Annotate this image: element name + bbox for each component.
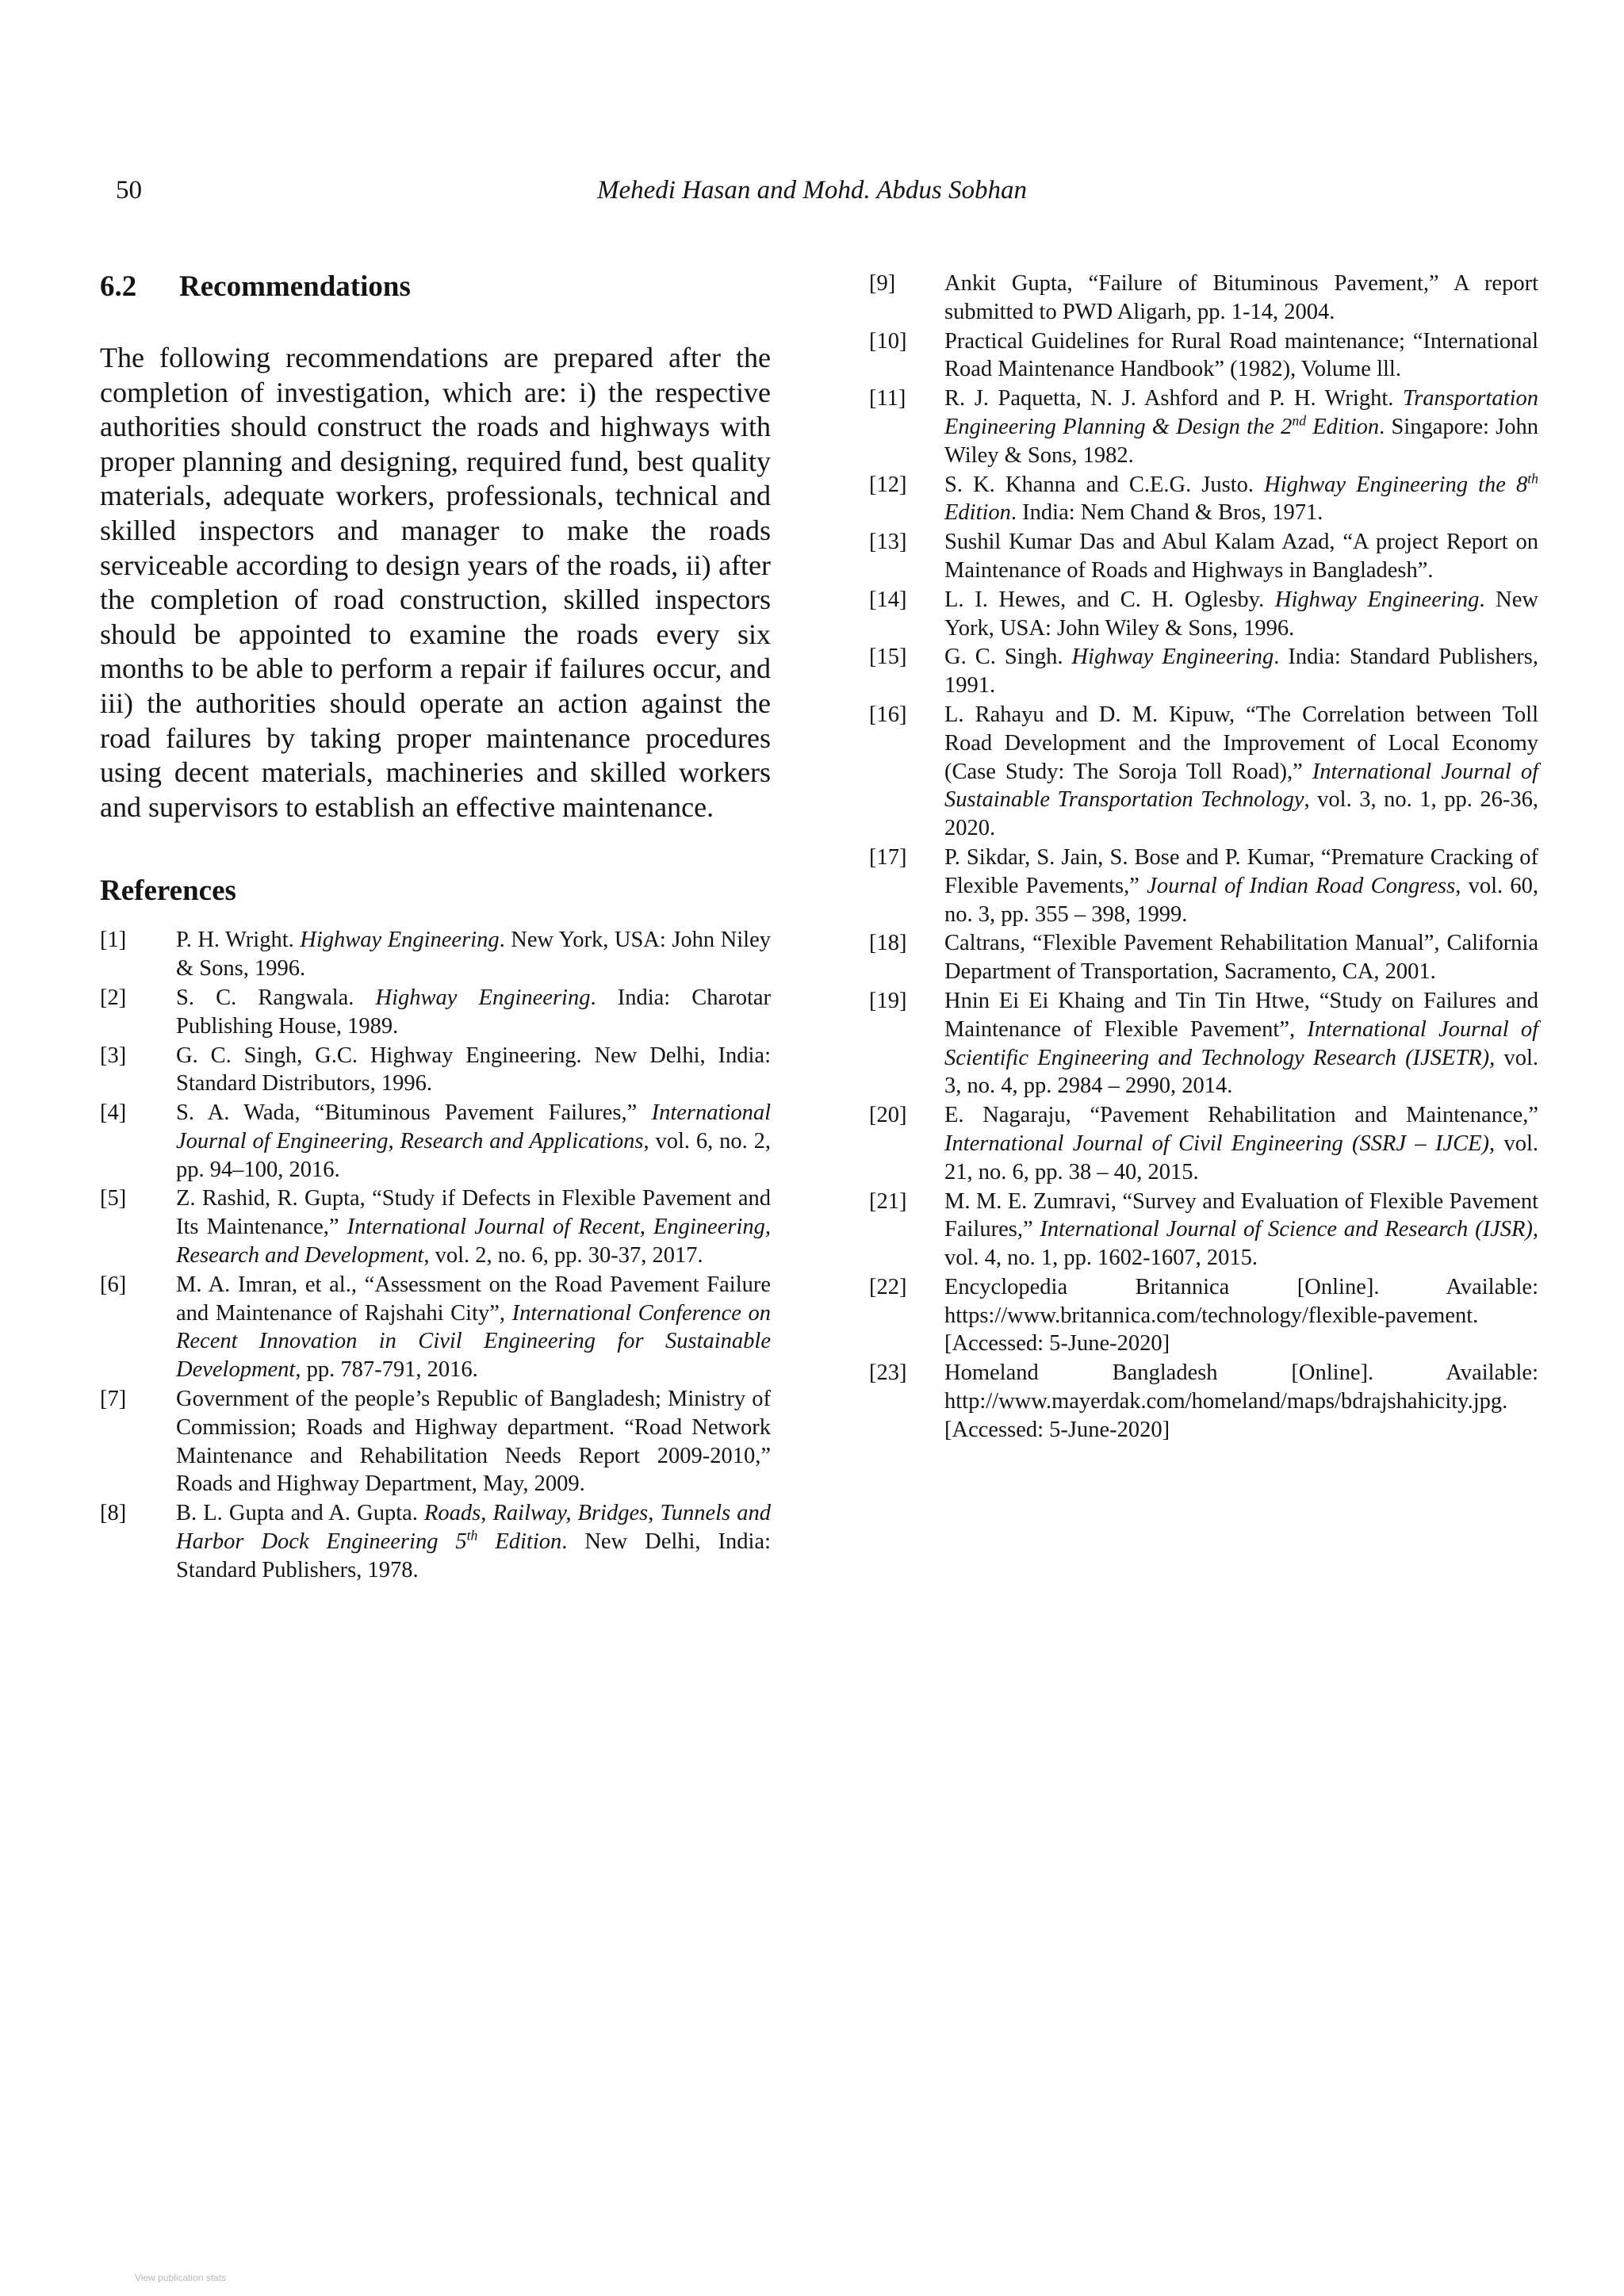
reference-text — [176, 1499, 771, 1584]
reference-text — [944, 844, 1538, 928]
reference-item — [100, 926, 771, 983]
reference-item — [869, 701, 1538, 843]
reference-number: [21] — [869, 1188, 907, 1214]
recommendations-paragraph: The following recommendations are prepared after the completion of investigation, which are: i) the respective authorities should construct the roads and highways with proper planning and designing, required fund, best quality materials, adequate workers, professionals, technical and skilled inspectors and manager to make the roads serviceable according to design years of the roads, ii) after the completion of road construction, skilled inspectors should be appointed to examine the roads every six months to be able to perform a repair if failures occur, and iii) the authorities should operate an action against the road failures by taking proper maintenance procedures using decent materials, machineries and skilled workers and supervisors to establish an effective maintenance. — [100, 342, 771, 823]
reference-item — [869, 929, 1538, 986]
reference-text-part: Ankit Gupta, “Failure of Bituminous Pavement,” A report submitted to PWD Aligarh, pp. 1-14, 2004. — [944, 271, 1538, 324]
reference-number: [22] — [869, 1274, 907, 1299]
reference-text — [176, 1184, 771, 1269]
reference-text-part: International Journal of Scientific Engineering and Technology Research (IJSETR), — [944, 1016, 1539, 1070]
reference-number: [12] — [869, 472, 907, 497]
reference-text-part: L. I. Hewes, and C. H. Oglesby. — [944, 587, 1275, 612]
reference-item — [100, 1271, 771, 1384]
reference-item — [869, 528, 1538, 585]
reference-text — [944, 270, 1538, 327]
reference-number: [8] — [100, 1501, 127, 1526]
reference-text — [176, 1385, 771, 1498]
reference-text — [944, 528, 1538, 585]
reference-item — [100, 1184, 771, 1269]
reference-text-part: International Journal of Sustainable Transportation Technology — [944, 759, 1538, 813]
reference-text-part: L. Rahayu and D. M. Kipuw, “The Correlation between Toll Road Development and the Improvement of Local Economy (Case Study: The Soroja Toll Road),” — [944, 702, 1538, 784]
reference-text — [944, 987, 1538, 1100]
reference-text-part: International Journal of Science and Research (IJSR) — [1040, 1217, 1533, 1242]
reference-text-part: . India: Nem Chand & Bros, 1971. — [1010, 500, 1323, 526]
reference-text-part: Transportation Engineering Planning & Design the 2 — [944, 386, 1538, 439]
reference-text-part: International Journal of Recent, Engineering, Research and Development — [176, 1215, 771, 1269]
reference-number: [17] — [869, 844, 907, 870]
reference-text-part: Sushil Kumar Das and Abul Kalam Azad, “A project Report on Maintenance of Roads and Highways in Bangladesh”. — [944, 530, 1538, 583]
reference-text — [944, 1188, 1538, 1272]
reference-number: [14] — [869, 587, 907, 612]
right-column — [869, 270, 1538, 1445]
reference-item — [869, 844, 1538, 928]
reference-text-part: , vol. 3, no. 1, pp. 26-36, 2020. — [944, 787, 1538, 841]
reference-text-part: B. L. Gupta and A. Gupta. — [176, 1501, 425, 1526]
reference-number: [5] — [100, 1186, 127, 1211]
reference-text-part: Hnin Ei Ei Khaing and Tin Tin Htwe, “Study on Failures and Maintenance of Flexible Pavement”, — [944, 988, 1538, 1042]
reference-item — [869, 987, 1538, 1100]
reference-number: [6] — [100, 1272, 127, 1297]
reference-text — [176, 984, 771, 1041]
left-column — [100, 270, 771, 1586]
reference-text — [944, 1273, 1538, 1358]
reference-text — [944, 701, 1538, 843]
reference-item — [869, 1188, 1538, 1272]
reference-number: [20] — [869, 1103, 907, 1128]
reference-text-part: Z. Rashid, R. Gupta, “Study if Defects in Flexible Pavement and Its Maintenance,” — [176, 1186, 771, 1240]
reference-number: [3] — [100, 1043, 127, 1068]
reference-text-part: Edition — [477, 1529, 562, 1555]
reference-text-part: S. A. Wada, “Bituminous Pavement Failures,” — [176, 1100, 652, 1126]
reference-number: [9] — [869, 271, 896, 296]
reference-item — [100, 1499, 771, 1584]
reference-item — [869, 270, 1538, 327]
reference-text-part: , vol. 6, no. 2, pp. 94–100, 2016. — [176, 1128, 771, 1182]
reference-text-part: Highway Engineering — [375, 985, 591, 1010]
reference-text-part: vol. 3, no. 4, pp. 2984 – 2990, 2014. — [944, 1045, 1538, 1099]
reference-number: [11] — [869, 386, 906, 411]
reference-item — [869, 471, 1538, 528]
reference-number: [23] — [869, 1360, 907, 1386]
reference-item — [100, 1042, 771, 1099]
reference-text-part: th — [1527, 470, 1538, 487]
reference-number: [10] — [869, 328, 907, 354]
reference-text-part: M. M. E. Zumravi, “Survey and Evaluation of Flexible Pavement Failures,” — [944, 1188, 1538, 1242]
reference-text-part: . India: Standard Publishers, 1991. — [944, 645, 1539, 698]
reference-number: [18] — [869, 931, 907, 956]
reference-text-part: , pp. 787-791, 2016. — [295, 1357, 478, 1383]
section-heading — [100, 270, 771, 304]
reference-text — [944, 586, 1538, 643]
reference-text — [944, 643, 1538, 700]
reference-text-part: . New York, USA: John Wiley & Sons, 1996. — [944, 587, 1538, 641]
reference-number: [15] — [869, 645, 907, 670]
page-number: 50 — [116, 176, 142, 205]
reference-text-part: Highway Engineering — [300, 928, 500, 953]
reference-text-part: Highway Engineering the 8 — [1264, 472, 1528, 497]
reference-number: [19] — [869, 988, 907, 1013]
reference-number: [2] — [100, 985, 127, 1010]
reference-text-part: Roads, Railway, Bridges, Tunnels and Harbor Dock Engineering 5 — [176, 1501, 771, 1555]
reference-text-part: nd — [1292, 412, 1307, 429]
reference-item — [869, 1359, 1538, 1444]
reference-text-part: International Journal of Civil Engineering (SSRJ – IJCE), — [944, 1131, 1496, 1156]
reference-text-part: G. C. Singh. — [944, 645, 1072, 670]
reference-item — [869, 1273, 1538, 1358]
reference-text-part: Government of the people’s Republic of Bangladesh; Ministry of Commission; Roads and Highway department. “Road Network Maintenance and Rehabilitation Needs Report 2009-2010,” Roads and Highway Department, May, 2009. — [176, 1387, 771, 1497]
reference-text-part: Homeland Bangladesh [Online]. Available: http://www.mayerdak.com/homeland/maps/bdrajshahicity.jpg. [Accessed: 5-June-2020] — [944, 1360, 1538, 1442]
reference-text-part: . New Delhi, India: Standard Publishers, 1978. — [176, 1529, 771, 1582]
reference-text-part: S. K. Khanna and C.E.G. Justo. — [944, 472, 1265, 497]
reference-text-part: Highway Engineering — [1071, 645, 1274, 670]
reference-text-part: Caltrans, “Flexible Pavement Rehabilitation Manual”, California Department of Transportation, Sacramento, CA, 2001. — [944, 931, 1538, 985]
reference-item — [869, 643, 1538, 700]
reference-text-part: Highway Engineering — [1274, 587, 1480, 612]
reference-text-part: S. C. Rangwala. — [176, 985, 376, 1010]
section-number: 6.2 — [100, 270, 137, 303]
reference-text — [176, 1042, 771, 1099]
reference-text — [176, 1099, 771, 1184]
reference-text-part: G. C. Singh, G.C. Highway Engineering. New Delhi, India: Standard Distributors, 1996. — [176, 1043, 771, 1096]
reference-number: [16] — [869, 702, 907, 727]
reference-number: [4] — [100, 1100, 127, 1126]
reference-item — [869, 385, 1538, 469]
reference-text-part: International Conference on Recent Innovation in Civil Engineering for Sustainable Development — [176, 1300, 771, 1383]
reference-item — [100, 984, 771, 1041]
page-header — [0, 176, 1624, 216]
reference-text-part: Encyclopedia Britannica [Online]. Available: https://www.britannica.com/technology/flexible-pavement. [Accessed: 5-June-2020] — [944, 1274, 1538, 1357]
reference-text — [944, 929, 1538, 986]
reference-text-part: R. J. Paquetta, N. J. Ashford and P. H. Wright. — [944, 386, 1403, 411]
reference-text-part: , vol. 60, no. 3, pp. 355 – 398, 1999. — [944, 873, 1539, 927]
reference-text-part: P. H. Wright. — [176, 928, 301, 953]
reference-item — [100, 1099, 771, 1184]
reference-text-part: Edition — [1306, 414, 1380, 439]
reference-text-part: M. A. Imran, et al., “Assessment on the Road Pavement Failure and Maintenance of Rajshahi City”, — [176, 1272, 771, 1326]
reference-text-part: Practical Guidelines for Rural Road maintenance; “International Road Maintenance Handbook” (1982), Volume lll. — [944, 328, 1538, 382]
reference-text — [944, 1359, 1538, 1444]
reference-text-part: P. Sikdar, S. Jain, S. Bose and P. Kumar, “Premature Cracking of Flexible Pavements,” — [944, 844, 1538, 898]
references-heading: References — [100, 874, 236, 908]
reference-text-part: . New York, USA: John Niley & Sons, 1996. — [176, 928, 771, 982]
reference-text-part: vol. 21, no. 6, pp. 38 – 40, 2015. — [944, 1131, 1538, 1184]
reference-text-part: th — [466, 1527, 478, 1544]
reference-number: [7] — [100, 1387, 127, 1412]
reference-text-part: , vol. 4, no. 1, pp. 1602-1607, 2015. — [944, 1217, 1539, 1271]
running-head: Mehedi Hasan and Mohd. Abdus Sobhan — [596, 176, 1028, 205]
reference-text — [944, 385, 1538, 469]
section-title: Recommendations — [179, 270, 411, 303]
reference-number: [13] — [869, 530, 907, 555]
reference-text-part: Journal of Indian Road Congress — [1147, 873, 1456, 898]
reference-item — [869, 586, 1538, 643]
reference-text — [176, 926, 771, 983]
reference-item — [100, 1385, 771, 1498]
reference-text-part: International Journal of Engineering, Research and Applications — [176, 1100, 771, 1154]
reference-text — [944, 1101, 1538, 1186]
reference-text-part: Edition — [944, 500, 1011, 526]
reference-text — [176, 1271, 771, 1384]
view-publication-stats-link[interactable]: View publication stats — [135, 2272, 227, 2283]
reference-text-part: E. Nagaraju, “Pavement Rehabilitation and Maintenance,” — [944, 1103, 1538, 1128]
reference-item — [869, 1101, 1538, 1186]
reference-item — [869, 327, 1538, 385]
reference-list-right — [869, 270, 1538, 1445]
reference-list-left — [100, 926, 771, 1584]
reference-text-part: . Singapore: John Wiley & Sons, 1982. — [944, 414, 1539, 468]
reference-text-part: , vol. 2, no. 6, pp. 30-37, 2017. — [423, 1243, 703, 1269]
reference-number: [1] — [100, 928, 127, 953]
reference-text — [944, 327, 1538, 385]
reference-text-part: . India: Charotar Publishing House, 1989. — [176, 985, 772, 1039]
reference-text — [944, 471, 1538, 528]
